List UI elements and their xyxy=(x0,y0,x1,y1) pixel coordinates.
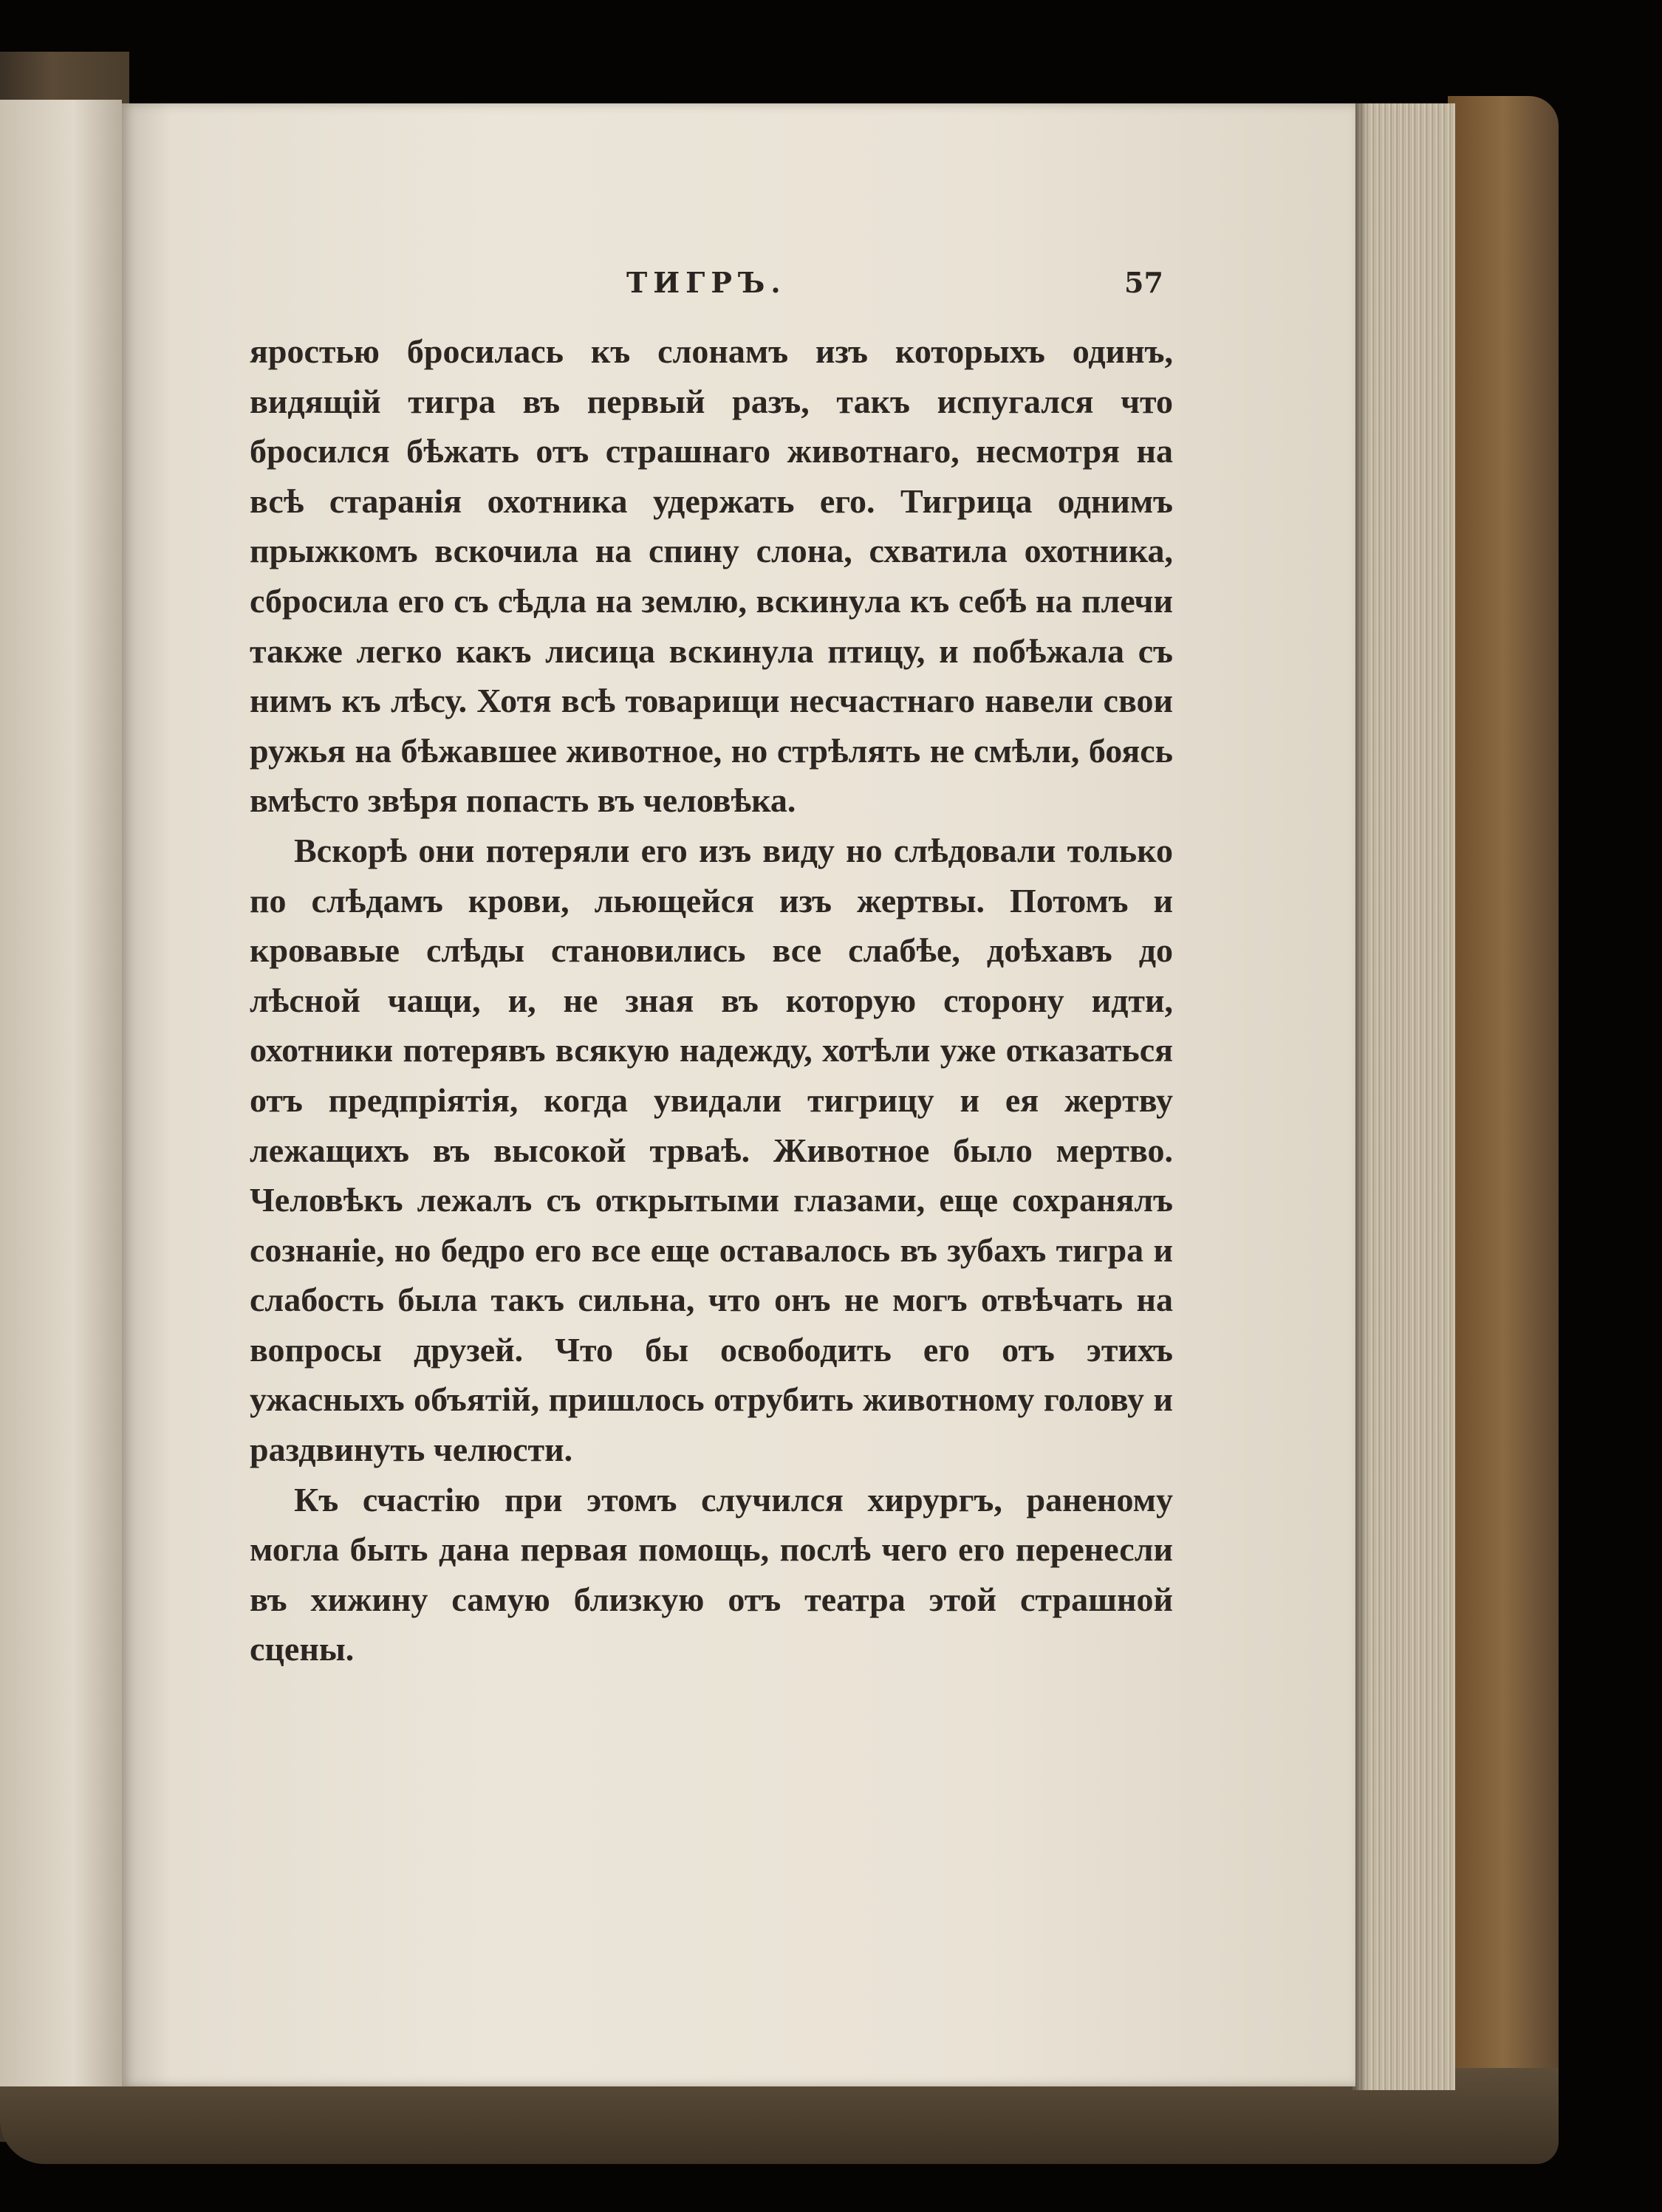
paragraph-2: Вскорѣ они потеряли его изъ виду но слѣдовали только по слѣдамъ крови, льющейся изъ жертвы. Потомъ и кровавые слѣды становились все слабѣе, доѣхавъ до лѣсной чащи, и, не зная въ которую сторону идти, охотники потерявъ всякую надежду, хотѣли уже отказаться отъ предпріятія, когда увидали тигрицу и ея жертву лежащихъ въ высокой трвaѣ. Животное было мертво. Человѣкъ лежалъ съ открытыми глазами, еще сохранялъ сознаніе, но бедро его все еще оставалось въ зубахъ тигра и слабость была такъ сильна, что онъ не могъ отвѣчать на вопросы друзей. Что бы освободить его отъ этихъ ужасныхъ объятій, пришлось отрубить животному голову и раздвинуть челюсти. xyxy=(250,831,1173,1469)
body-text xyxy=(250,326,1173,1674)
page-number: 57 xyxy=(1124,266,1163,299)
facing-page-left xyxy=(0,100,122,2086)
paragraph-3: Къ счастію при этомъ случился хирургъ, раненому могла быть дана первая помощь, послѣ чего его перенесли въ хижину самую близкую отъ театра этой страшной сцены. xyxy=(250,1480,1173,1668)
running-head: ТИГРЪ. xyxy=(626,266,787,299)
paragraph-1: яростью бросилась къ слонамъ изъ которыхъ одинъ, видящій тигра въ первый разъ, такъ испугался что бросился бѣжать отъ страшнаго животнаго, несмотря на всѣ старанія охотника удержать его. Тигрица однимъ прыжкомъ вскочила на спину слона, схватила охотника, сбросила его съ сѣдла на землю, вскинула къ себѣ на плечи также легко какъ лисица вскинула птицу, и побѣжала съ нимъ къ лѣсу. Хотя всѣ товарищи несчастнаго навели свои ружья на бѣжавшее животное, но стрѣлять не смѣли, боясь вмѣсто звѣря попасть въ человѣка. xyxy=(250,332,1173,820)
book-cover-right xyxy=(1448,96,1559,2134)
